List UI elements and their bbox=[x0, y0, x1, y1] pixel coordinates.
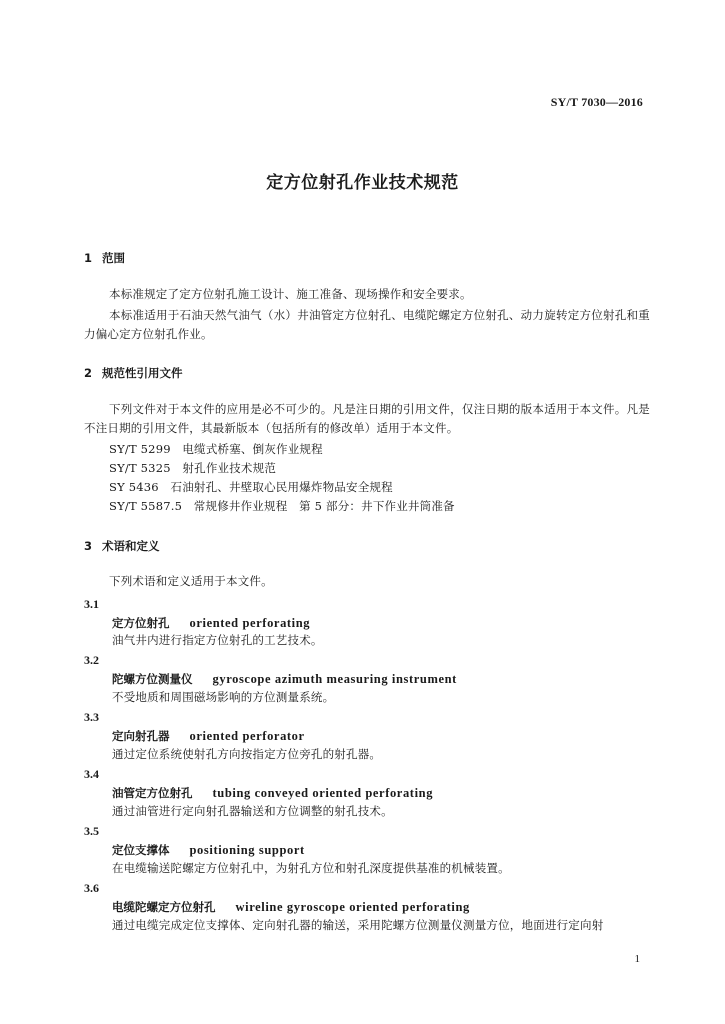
reference-item: SY/T 5325 射孔作业技术规范 bbox=[109, 461, 277, 475]
term-zh: 油管定方位射孔 bbox=[112, 786, 193, 800]
term-zh: 定方位射孔 bbox=[112, 616, 170, 630]
page-number: 1 bbox=[634, 953, 640, 965]
term-definition: 油气井内进行指定方位射孔的工艺技术。 bbox=[112, 633, 323, 647]
section-number: 2 bbox=[84, 366, 93, 380]
section-3-heading bbox=[84, 538, 160, 554]
section-number: 3 bbox=[84, 539, 93, 553]
term-zh: 定向射孔器 bbox=[112, 729, 170, 743]
section-2-heading bbox=[84, 365, 183, 381]
term-number: 3.2 bbox=[84, 653, 99, 667]
term-name bbox=[112, 899, 470, 915]
term-definition: 不受地质和周围磁场影响的方位测量系统。 bbox=[112, 690, 335, 704]
section-title: 术语和定义 bbox=[102, 539, 160, 553]
term-definition: 通过电缆完成定位支撑体、定向射孔器的输送，采用陀螺方位测量仪测量方位，地面进行定向射 bbox=[112, 918, 604, 932]
standard-code: SY/T 7030—2016 bbox=[550, 95, 643, 109]
section-title: 范围 bbox=[102, 251, 125, 265]
section-2-intro: 下列文件对于本文件的应用是必不可少的。凡是注日期的引用文件，仅注日期的版本适用于本文件。凡是不注日期的引用文件，其最新版本（包括所有的修改单）适用于本文件。 bbox=[84, 402, 650, 435]
term-en: oriented perforator bbox=[189, 729, 305, 743]
term-number: 3.5 bbox=[84, 824, 99, 838]
section-1-heading bbox=[84, 250, 125, 266]
term-definition: 通过油管进行定向射孔器输送和方位调整的射孔技术。 bbox=[112, 804, 393, 818]
term-name bbox=[112, 615, 310, 631]
term-en: gyroscope azimuth measuring instrument bbox=[212, 672, 457, 686]
term-definition: 在电缆输送陀螺定方位射孔中，为射孔方位和射孔深度提供基准的机械装置。 bbox=[112, 861, 510, 875]
term-name bbox=[112, 728, 305, 744]
term-en: positioning support bbox=[189, 843, 305, 857]
term-number: 3.6 bbox=[84, 881, 99, 895]
reference-item: SY 5436 石油射孔、井壁取心民用爆炸物品安全规程 bbox=[109, 480, 393, 494]
term-number: 3.1 bbox=[84, 597, 99, 611]
section-1-paragraph-2: 本标准适用于石油天然气油气（水）井油管定方位射孔、电缆陀螺定方位射孔、动力旋转定方位射孔和重力偏心定方位射孔作业。 bbox=[84, 308, 650, 341]
term-definition: 通过定位系统使射孔方向按指定方位旁孔的射孔器。 bbox=[112, 747, 382, 761]
section-1-paragraph-1: 本标准规定了定方位射孔施工设计、施工准备、现场操作和安全要求。 bbox=[109, 287, 472, 301]
term-zh: 陀螺方位测量仪 bbox=[112, 672, 193, 686]
term-name bbox=[112, 785, 433, 801]
term-zh: 定位支撑体 bbox=[112, 843, 170, 857]
term-name bbox=[112, 842, 305, 858]
document-title: 定方位射孔作业技术规范 bbox=[266, 173, 459, 193]
section-3-intro: 下列术语和定义适用于本文件。 bbox=[109, 574, 273, 588]
term-number: 3.3 bbox=[84, 710, 99, 724]
reference-item: SY/T 5587.5 常规修井作业规程 第 5 部分：井下作业井筒准备 bbox=[109, 499, 455, 513]
section-number: 1 bbox=[84, 251, 93, 265]
term-number: 3.4 bbox=[84, 767, 99, 781]
term-en: oriented perforating bbox=[189, 616, 311, 630]
reference-item: SY/T 5299 电缆式桥塞、倒灰作业规程 bbox=[109, 442, 323, 456]
term-name bbox=[112, 671, 457, 687]
section-title: 规范性引用文件 bbox=[102, 366, 183, 380]
term-en: wireline gyroscope oriented perforating bbox=[235, 900, 470, 914]
term-zh: 电缆陀螺定方位射孔 bbox=[112, 900, 216, 914]
term-en: tubing conveyed oriented perforating bbox=[212, 786, 434, 800]
